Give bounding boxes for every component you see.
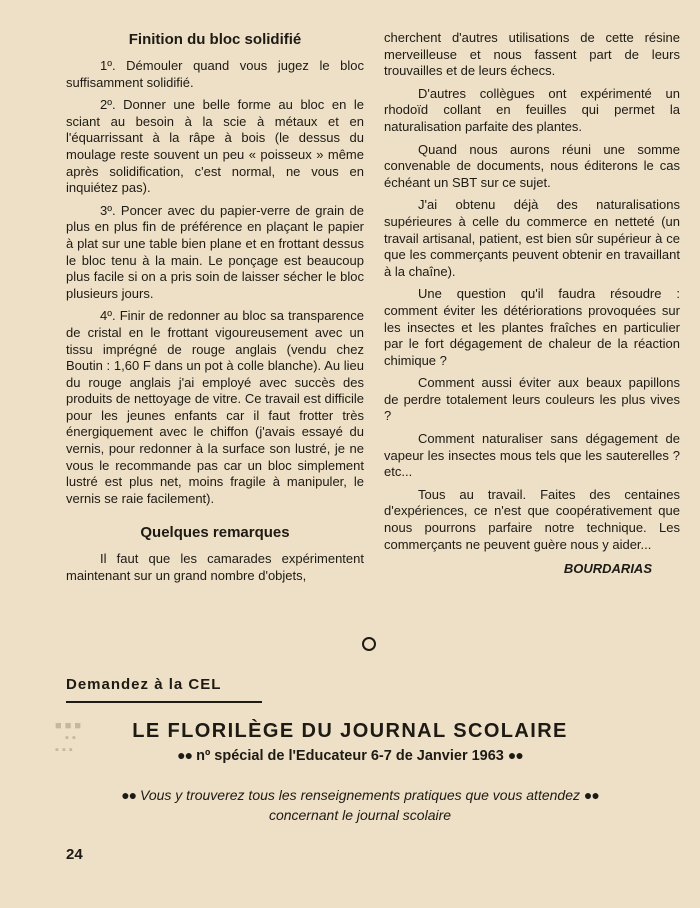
- advert-title: LE FLORILÈGE DU JOURNAL SCOLAIRE: [132, 720, 568, 742]
- paragraph: 4º. Finir de redonner au bloc sa transparence de cristal en le frottant vigoureusement avec un tissu imprégné de rouge anglais (vendu chez Boutin : 1,60 F dans un pot à colle blanche). Au lieu du rouge anglais j'ai employé avec succès des produits de nettoyage de vitre. Ce travail est difficile pour les jeunes enfants car il faut frotter très énergiquement avec le chiffon (j'avais essayé du vernis, pour redonner à la surface son lustré, je ne vous le recommande pas car un bloc simplement lustré est plus net, moins fragile à manipuler, le vernis se raie facilement).: [66, 308, 364, 506]
- paragraph: 3º. Poncer avec du papier-verre de grain de plus en plus fin de préférence en plaçant le papier à plat sur une table bien plane et en frottant dessus le bloc tenu à la main. Le ponçage est beaucoup plus facile si on a pris soin de laisser sécher le bloc plusieurs jours.: [66, 202, 364, 301]
- bullet-icon: ●●: [507, 747, 523, 763]
- divider: [66, 701, 262, 703]
- section-heading-remarques: Quelques remarques: [140, 524, 290, 542]
- paragraph: Quand nous aurons réuni une somme convenable de documents, nous éditerons le cas échéant un SBT sur ce sujet.: [384, 141, 680, 190]
- advert-subtitle-line: [0, 747, 700, 764]
- paragraph: 2º. Donner une belle forme au bloc en le sciant au besoin à la scie à métaux et en l'équarrissant à la râpe à bois (le dessus du moulage reste souvent un peu « poisseux » même après solidification, c'est normal, ne vous en inquiétez pas).: [66, 97, 364, 196]
- advert-label: Demandez à la CEL: [66, 676, 222, 693]
- separator-ring-icon: [362, 637, 376, 651]
- bleed-through-marks: ■ ■ ■ ▪ ▪ ▪ ▪ ▪: [55, 720, 82, 756]
- bullet-icon: ●●: [121, 787, 137, 803]
- advert-body-line-2: concernant le journal scolaire: [268, 807, 452, 823]
- paragraph: D'autres collègues ont expérimenté un rhodoïd collant en feuilles qui permet la naturalisation parfaite des plantes.: [384, 85, 680, 134]
- paragraph: Une question qu'il faudra résoudre : comment éviter les détériorations provoquées sur les insectes et les plantes fraîches en particulier par le fort dégagement de chaleur de la réaction chimique ?: [384, 286, 680, 368]
- paragraph: J'ai obtenu déjà des naturalisations supérieures à celle du commerce en netteté (un travail artisanal, patient, est bien sûr supérieur à ce que les commerçants peuvent obtenir en travaillant à la chaîne).: [384, 197, 680, 279]
- left-column: [66, 30, 364, 591]
- right-column: [384, 30, 680, 578]
- paragraph: Comment aussi éviter aux beaux papillons de perdre totalement leurs couleurs les plus vives ?: [384, 375, 680, 424]
- bullet-icon: ●●: [583, 787, 599, 803]
- paragraph: Il faut que les camarades expérimentent maintenant sur un grand nombre d'objets,: [66, 551, 364, 584]
- paragraph: cherchent d'autres utilisations de cette résine merveilleuse et nous fassent part de leurs trouvailles et de leurs échecs.: [384, 30, 680, 79]
- paragraph: Comment naturaliser sans dégagement de vapeur les insectes mous tels que les sauterelles ? etc...: [384, 431, 680, 480]
- section-heading-finition: Finition du bloc solidifié: [128, 31, 302, 48]
- author-signature: BOURDARIAS: [563, 561, 652, 577]
- advert-body: [0, 785, 700, 825]
- paragraph: Tous au travail. Faites des centaines d'expériences, ce n'est que coopérativement que nous pourrons parfaire notre technique. Les commerçants ne peuvent guère nous y aider...: [384, 486, 680, 552]
- paragraph: 1º. Démouler quand vous jugez le bloc suffisamment solidifié.: [66, 58, 364, 90]
- page-number: 24: [66, 846, 83, 863]
- advert-body-line-1: Vous y trouverez tous les renseignements pratiques que vous attendez: [140, 787, 580, 803]
- advert-subtitle: nº spécial de l'Educateur 6-7 de Janvier 1963: [196, 748, 504, 764]
- bullet-icon: ●●: [177, 747, 193, 763]
